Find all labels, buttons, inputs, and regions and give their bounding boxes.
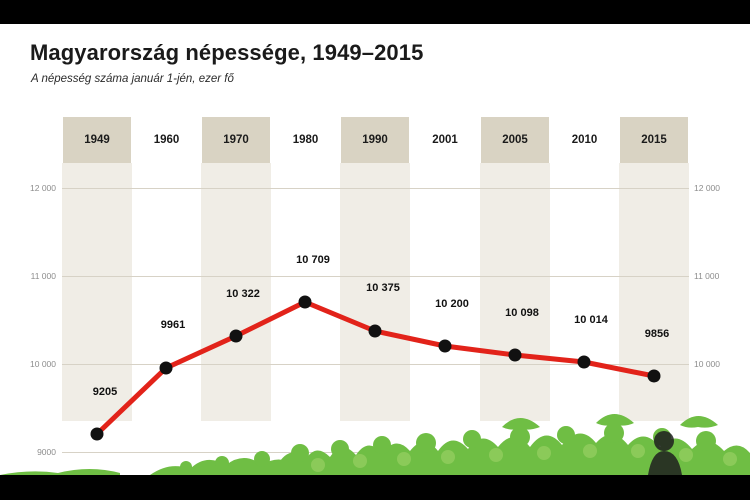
year-header-1970: 1970: [201, 117, 271, 163]
y-axis-label-left-9000: 9000: [37, 447, 56, 457]
page-title: Magyarország népessége, 1949–2015: [30, 40, 424, 65]
y-axis-label-right-10000: 10 000: [694, 359, 720, 369]
y-axis-label-left-11000: 11 000: [30, 271, 56, 281]
year-header-1960: 1960: [132, 117, 201, 163]
year-header-2001: 2001: [410, 117, 480, 163]
data-label-2015: 9856: [644, 328, 670, 340]
data-label-1970: 10 322: [226, 288, 260, 300]
year-header-1949: 1949: [62, 117, 132, 163]
top-black-bar: [0, 0, 750, 24]
year-header-1980: 1980: [271, 117, 340, 163]
bottom-black-bar: [0, 475, 750, 500]
data-label-2001: 10 200: [435, 298, 469, 310]
data-label-2005: 10 098: [505, 307, 539, 319]
y-axis-label-left-10000: 10 000: [30, 359, 56, 369]
y-axis-label-right-11000: 11 000: [694, 271, 720, 281]
year-header-2005: 2005: [480, 117, 550, 163]
y-axis-label-right-12000: 12 000: [694, 183, 720, 193]
data-label-2010: 10 014: [574, 314, 608, 326]
year-header-row: [62, 117, 689, 163]
data-label-1960: 9961: [160, 319, 186, 331]
year-header-1990: 1990: [340, 117, 410, 163]
year-header-2015: 2015: [619, 117, 689, 163]
chart-canvas: [0, 24, 750, 475]
data-label-1980: 10 709: [296, 254, 330, 266]
data-label-1990: 10 375: [366, 282, 400, 294]
data-label-1949: 9205: [92, 386, 118, 398]
y-axis-label-left-12000: 12 000: [30, 183, 56, 193]
page-subtitle: A népesség száma január 1-jén, ezer fő: [31, 73, 234, 85]
year-header-2010: 2010: [550, 117, 619, 163]
